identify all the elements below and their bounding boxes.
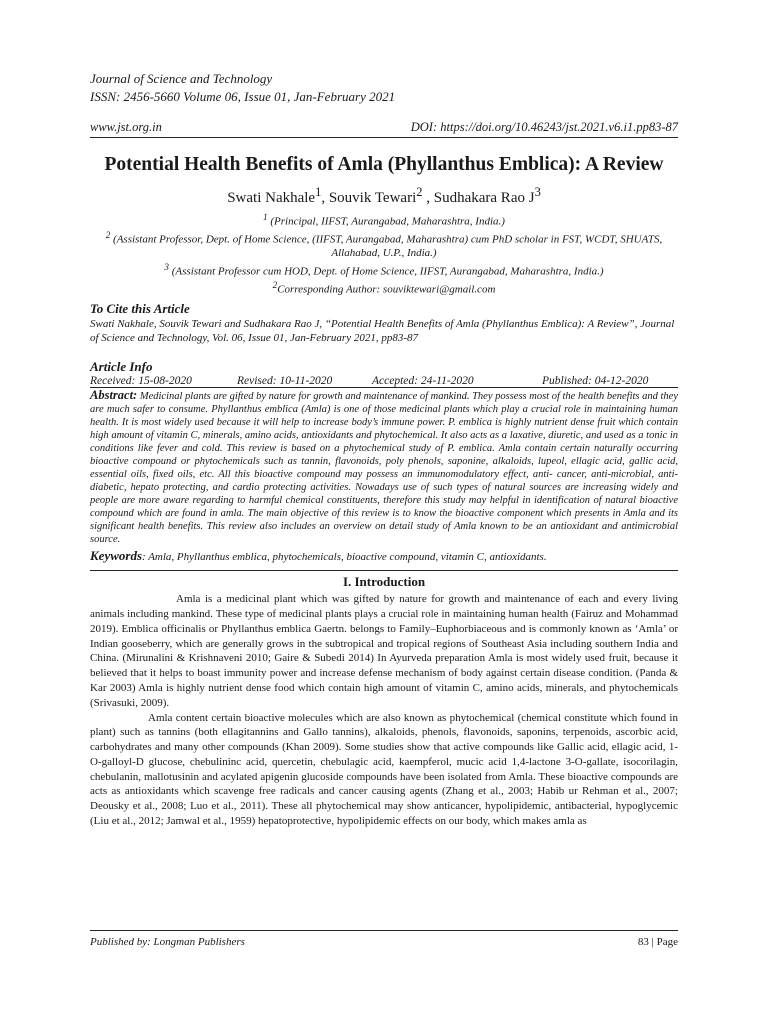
affiliations [90,211,678,297]
article-info-heading: Article Info [90,359,153,375]
publisher: Published by: Longman Publishers [90,936,245,948]
header-rule [90,137,678,138]
paper-title: Potential Health Benefits of Amla (Phyllanthus Emblica): A Review [104,154,664,175]
authors: Swati Nakhale$^1$, Souvik Tewari$^2$ , Sudhakara Rao $J^3$ [227,185,541,206]
keywords [90,548,678,564]
received-date: Received: 15-08-2020 [90,375,192,388]
accepted-date: Accepted: 24-11-2020 [372,375,474,388]
cite-text: Swati Nakhale, Souvik Tewari and Sudhakara Rao J, “Potential Health Benefits of Amla (Phyllanthus Emblica): A Review”, Journal of Science and Technology, Vol. 06, Issue 01, Jan-February 2021, pp83-87 [90,318,675,345]
published-date: Published: 04-12-2020 [542,375,649,388]
article-dates [90,375,678,387]
header-links [90,120,678,135]
footer [90,936,678,948]
abstract-label: Abstract: [90,388,138,403]
author-name: Souvik Tewari [328,190,417,206]
keywords-rule [90,570,678,571]
website-link[interactable]: www.jst.org.in [90,120,162,134]
abstract [90,389,678,546]
keywords-label: Keywords [90,548,142,564]
abstract-text: Medicinal plants are gifted by nature for growth and maintenance of mankind. They possess most of the health benefits and they are much safer to consume. Phyllanthus emblica (Amla) is one of those medicinal plants which play a crucial role in maintaining human health. It is most widely used because it will help to increase body’s immune power. P. emblica is highly nutrient dense fruit which contain high amount of vitamin C, minerals, amino acids, antioxidants and phytochemical. It also acts as a laxative, diuretic, and used as a tonic in conditions like fever and cold. This review is based on a phytochemical study of P. emblica. Amla contain certain naturally occurring bioactive compound or phytochemicals such as tannin, flavonoids, poly phenols, saponine, alkaloids, lupeol, ellagic acid, gallic acid, essential oils, fixed oils, etc. All this bioactive compound may possess an immunomodulatory effect, anti- cancer, anti-microbial, anti- diabetic, hepato protecting, and cardio protecting activities. Nowadays use of such types of natural sources are increasing widely and people are more aware regarding to harmful chemical constituents, therefore this study may helpful in identification of natural bioactive compound which are found in amla. The main objective of this review is to know the bioactive component which presents in Amla and its significant health benefits. This review also includes an overview on detail study of Amla known to be an antioxidant and antimicrobial source. [90,391,678,546]
info-rule [90,387,678,388]
revised-date: Revised: 10-11-2020 [237,375,333,388]
page-number: 83 | Page [637,936,678,948]
affiliation-text: (Assistant Professor cum HOD, Dept. of Home Science, IIFST, Aurangabad, Maharashtra, India.) [171,265,604,278]
affiliation-text: (Assistant Professor, Dept. of Home Science, (IIFST, Aurangabad, Maharashtra) cum PhD scholar in FST, WCDT, SHUATS, Allahabad, U.P., India.) [113,233,663,260]
affiliation-sup: 2 [105,230,111,241]
issn-line: ISSN: 2456-5660 Volume 06, Issue 01, Jan-February 2021 [90,89,396,104]
footer-rule [90,930,678,931]
keywords-text: : Amla, Phyllanthus emblica, phytochemicals, bioactive compound, vitamin C, antioxidants. [142,551,547,564]
section-title-introduction: I. Introduction [342,574,426,590]
intro-paragraph-2: Amla content certain bioactive molecules which are also known as phytochemical (chemical constitute which found in plant) such as tannins (both ellagitannins and Gallo tannins), alkaloids, phenols, flavonoids, saponins, terpenoids, ascorbic acid, carbohydrates and many other compounds (Khan 2009). Some studies show that active compounds like Gallic acid, ellagic acid, 1-O-galloyl-D glucose, chebulininc acid, quercetin, chebulagic acid, kaempferol, mucic acid 1,4-lactone 3-O-gallate, isocorilagin, chebulanin, mallotusinin and acylated apigenin glucoside compounds have been isolated from Amla. These bioactive compounds are acts as antioxidants which scavenge free radicals and cancer causing agents (Zhang et al., 2003; Habib ur Rehman et al., 2007; Deousky et al., 2008; Luo et al., 2011). These all phytochemical may show anticancer, hypolipidemic, antibacterial, hypoglycemic (Liu et al., 2012; Jamwal et al., 1959) hepatoprotective, hypolipidemic effects on our body, which makes amla as [90,711,678,828]
corresponding-author [90,279,678,297]
affiliation-sup: 2 [272,279,278,290]
affiliation-text: Corresponding Author: souviktewari@gmail.com [277,283,496,296]
author-sup: 3 [534,185,541,199]
author-sup: 1 [315,185,322,199]
affiliation [90,229,678,261]
author-name: Swati Nakhale [227,190,316,206]
affiliation [90,211,678,229]
affiliation-sup: 1 [263,212,268,222]
cite-heading: To Cite this Article [90,301,190,317]
page [90,70,678,829]
doi-link[interactable]: DOI: https://doi.org/10.46243/jst.2021.v6.i1.pp83-87 [410,120,678,134]
author-name: Sudhakara Rao J [433,190,535,206]
affiliation-text: (Principal, IIFST, Aurangabad, Maharashtra, India.) [270,215,505,228]
intro-paragraph-1: Amla is a medicinal plant which was gifted by nature for growth and maintenance of each and every living animals including mankind. These type of medicinal plants plays a crucial role in maintaining human health (Fairuz and Mohammad 2019). Emblica officinalis or Phyllanthus emblica Gaertn. belongs to Family–Euphorbiaceous and is commonly known as ‘Amla’ or Indian gooseberry, which are generally grows in the subtropical and tropical regions of Southeast Asia including southern India and China. (Mirunalini & Krishnaveni 2010; Gaire & Subedi 2014) In Ayurveda preparation Amla is most widely used fruit, because it believed that it helps to boast immunity power and increase defense mechanism of body against certain disease condition. (Panda & Kar 2003) Amla is highly nutrient dense food which contain high amount of vitamin C, amino acids, minerals, and phytochemicals (Srivasuki, 2009). [90,593,678,709]
journal-name: Journal of Science and Technology [90,71,273,86]
affiliation-sup: 3 [164,261,169,272]
affiliation [90,261,678,279]
author-sup: 2 [416,185,423,199]
